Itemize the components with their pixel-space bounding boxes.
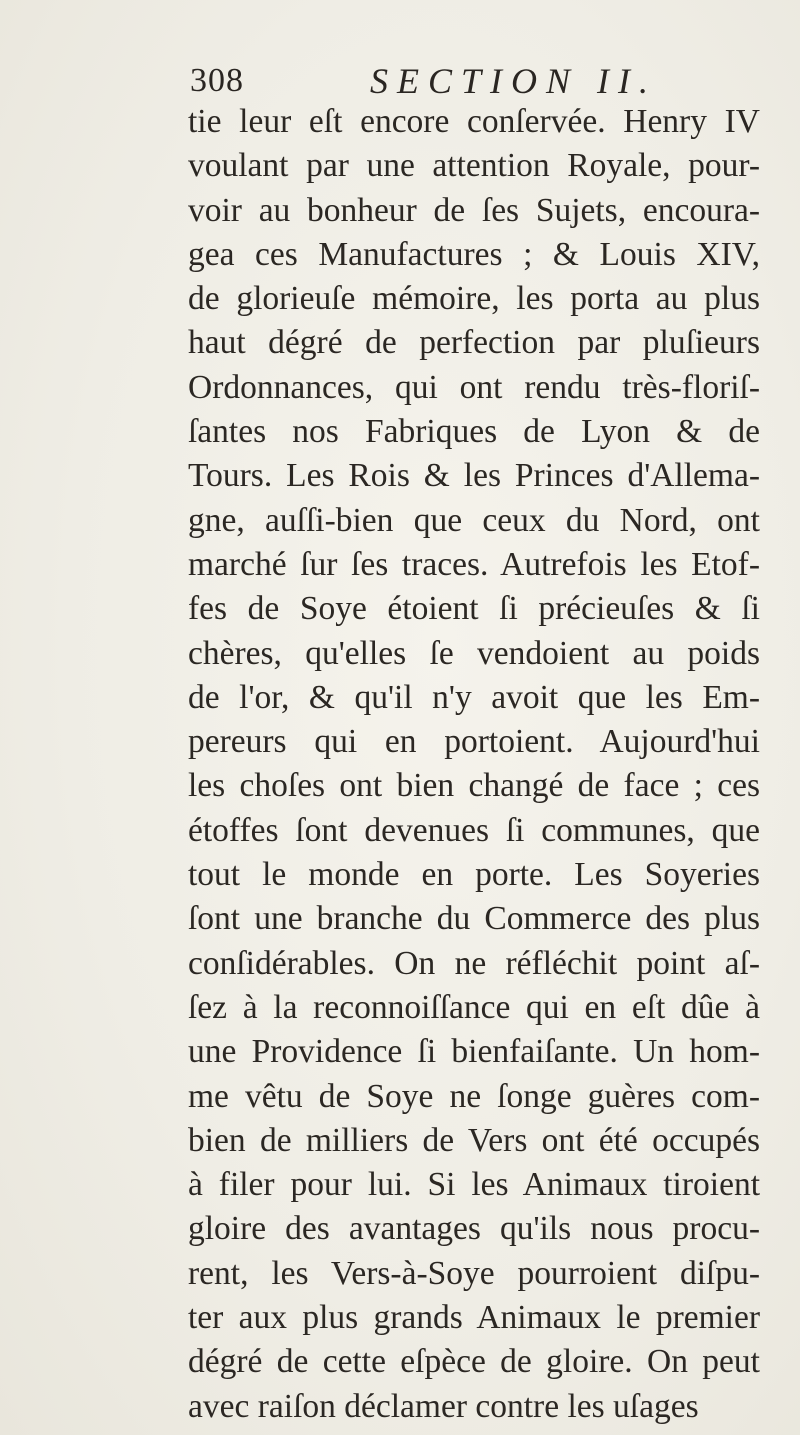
text-line: ter aux plus grands Animaux le premier [188,1299,760,1337]
text-line: bien de milliers de Vers ont été occupés [188,1121,760,1159]
text-line: avec raiſon déclamer contre les uſages [188,1387,699,1425]
text-line: pereurs qui en portoient. Aujourd'hui [188,723,760,761]
text-line: étoffes ſont devenues ſi communes, que [188,811,760,849]
text-line: de l'or, & qu'il n'y avoit que les Em- [188,678,760,716]
text-line: gne, auſſi-bien que ceux du Nord, ont [188,501,760,539]
text-line: ſont une branche du Commerce des plus [188,900,760,938]
text-line: Ordonnances, qui ont rendu très-floriſ- [188,368,760,406]
text-line: fes de Soye étoient ſi précieuſes & ſi [188,590,760,628]
text-line: rent, les Vers-à-Soye pourroient diſpu- [188,1254,760,1292]
text-line: les choſes ont bien changé de face ; ces [188,767,760,805]
text-line: à filer pour lui. Si les Animaux tiroient [188,1166,760,1204]
text-line: voir au bonheur de ſes Sujets, encoura- [188,191,760,229]
text-line: de glorieuſe mémoire, les porta au plus [188,280,760,318]
text-line: marché ſur ſes traces. Autrefois les Etof- [188,545,760,583]
text-line: une Providence ſi bienfaiſante. Un hom- [188,1033,760,1071]
text-line: ſez à la reconnoiſſance qui en eſt dûe à [188,988,760,1026]
section-title: SECTION II. [370,61,657,101]
text-line: voulant par une attention Royale, pour- [188,147,760,185]
page-number: 308 [190,62,244,99]
running-head [190,56,750,106]
text-line: ſantes nos Fabriques de Lyon & de [188,413,760,451]
text-line: tout le monde en porte. Les Soyeries [188,856,760,894]
text-line: chères, qu'elles ſe vendoient au poids [188,634,760,672]
body-text [188,100,760,1429]
text-line: gloire des avantages qu'ils nous procu- [188,1210,760,1248]
text-line: me vêtu de Soye ne ſonge guères com- [188,1077,760,1115]
text-line: Tours. Les Rois & les Princes d'Allema- [188,457,760,495]
text-line: conſidérables. On ne réfléchit point aſ- [188,944,760,982]
text-line: dégré de cette eſpèce de gloire. On peut [188,1343,760,1381]
text-line: tie leur eſt encore conſervée. Henry IV [188,103,760,140]
text-line: gea ces Manufactures ; & Louis XIV, [188,235,760,273]
text-line: haut dégré de perfection par pluſieurs [188,324,760,362]
